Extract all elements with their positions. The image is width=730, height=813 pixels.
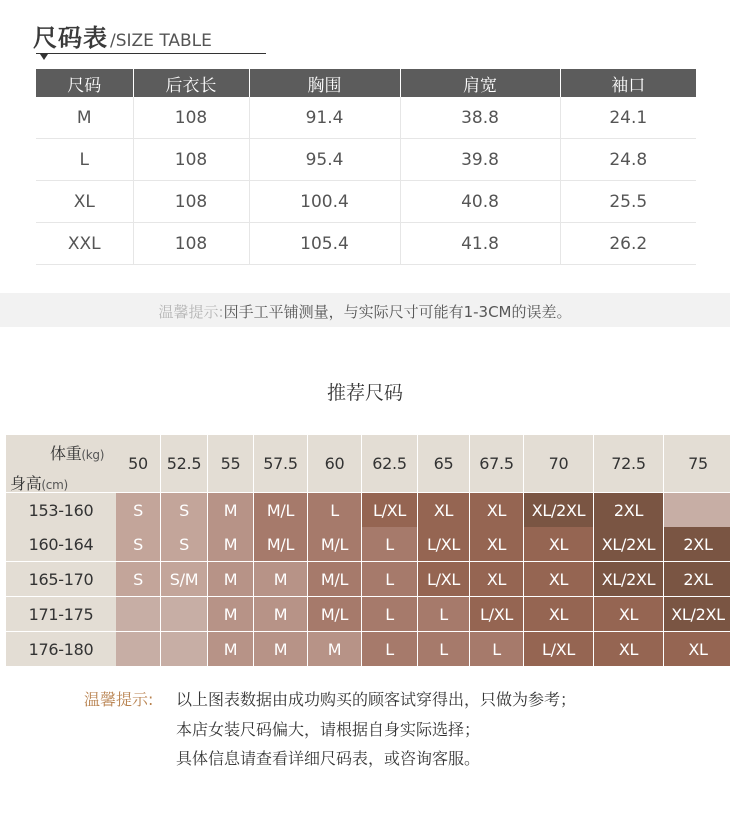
size-cell: XL xyxy=(524,527,593,561)
size-cell: M/L xyxy=(308,562,361,596)
height-header-cell: 160-164 xyxy=(6,527,116,561)
table-cell: 108 xyxy=(133,97,249,139)
table-cell: 38.8 xyxy=(400,97,560,139)
weight-label: 体重 xyxy=(50,444,82,463)
size-cell: M/L xyxy=(308,527,361,561)
size-cell: M xyxy=(254,632,307,666)
size-cell: M xyxy=(208,632,253,666)
size-cell: XL xyxy=(594,597,663,631)
table-cell: 41.8 xyxy=(400,223,560,265)
size-cell: M xyxy=(208,562,253,596)
table-row xyxy=(36,97,696,139)
size-cell: M xyxy=(208,493,253,527)
weight-header-cell: 55 xyxy=(208,435,253,492)
size-cell: 2XL xyxy=(594,493,663,527)
size-cell xyxy=(116,597,160,631)
weight-axis-label xyxy=(50,441,104,464)
table-cell: M xyxy=(36,97,133,139)
size-table-title xyxy=(33,18,212,53)
weight-header-cell: 70 xyxy=(524,435,593,492)
note-line: 本店女装尺码偏大，请根据自身实际选择； xyxy=(176,720,481,739)
size-cell: XL xyxy=(524,562,593,596)
size-cell: XL/2XL xyxy=(664,597,730,631)
header-shoulder: 肩宽 xyxy=(400,69,560,97)
height-header-cell: 153-160 xyxy=(6,493,116,527)
size-table-header-row xyxy=(36,69,696,97)
table-cell: XXL xyxy=(36,223,133,265)
height-axis-label xyxy=(10,471,68,492)
note-line: 以上图表数据由成功购买的顾客试穿得出，只做为参考； xyxy=(176,690,577,709)
size-cell: M xyxy=(254,562,307,596)
height-header-cell: 171-175 xyxy=(6,597,116,631)
title-underline xyxy=(36,53,266,54)
size-cell xyxy=(116,632,160,666)
size-cell: S xyxy=(116,562,160,596)
size-cell: L xyxy=(362,562,417,596)
measurement-tip xyxy=(0,301,730,322)
height-unit: (cm) xyxy=(41,478,68,492)
recommend-title: 推荐尺码 xyxy=(326,382,403,404)
size-cell: XL/2XL xyxy=(524,493,593,527)
size-cell: XL/2XL xyxy=(594,562,663,596)
size-cell: XL xyxy=(470,562,523,596)
table-cell: 24.1 xyxy=(560,97,696,139)
weight-header-cell: 72.5 xyxy=(594,435,663,492)
table-row xyxy=(36,181,696,223)
size-cell: L xyxy=(362,597,417,631)
size-table xyxy=(36,69,696,265)
size-cell: S xyxy=(161,493,207,527)
size-cell: XL xyxy=(664,632,730,666)
size-cell: S xyxy=(161,527,207,561)
weight-header-cell: 60 xyxy=(308,435,361,492)
table-cell: 108 xyxy=(133,223,249,265)
size-cell: S xyxy=(116,527,160,561)
size-cell: L/XL xyxy=(418,527,469,561)
weight-unit: (kg) xyxy=(81,448,105,462)
measurement-tip-label: 温馨提示: xyxy=(158,303,224,321)
size-cell: L/XL xyxy=(470,597,523,631)
size-cell: S/M xyxy=(161,562,207,596)
measurement-tip-text: 因手工平铺测量，与实际尺寸可能有1-3CM的误差。 xyxy=(223,303,572,321)
size-cell: M xyxy=(208,597,253,631)
height-header-cell: 165-170 xyxy=(6,562,116,596)
size-cell: XL xyxy=(418,493,469,527)
header-cuff: 袖口 xyxy=(560,69,696,97)
size-cell: XL xyxy=(594,632,663,666)
size-cell: S xyxy=(116,493,160,527)
table-cell: 95.4 xyxy=(249,139,400,181)
size-cell: 2XL xyxy=(664,562,730,596)
size-table-title-cn: 尺码表 xyxy=(33,24,108,52)
header-size: 尺码 xyxy=(36,69,133,97)
size-cell: L xyxy=(418,632,469,666)
size-cell: M xyxy=(254,597,307,631)
measurement-tip-bar xyxy=(0,293,730,327)
size-cell: M/L xyxy=(308,597,361,631)
table-cell: L xyxy=(36,139,133,181)
table-cell: 39.8 xyxy=(400,139,560,181)
table-row xyxy=(36,139,696,181)
size-cell: M/L xyxy=(254,527,307,561)
weight-header-cell: 50 xyxy=(116,435,160,492)
height-label: 身高 xyxy=(10,474,42,492)
weight-header-cell: 62.5 xyxy=(362,435,417,492)
notes-label: 温馨提示: xyxy=(84,690,154,709)
size-cell: L xyxy=(308,493,361,527)
size-cell: L xyxy=(362,527,417,561)
weight-header-cell: 57.5 xyxy=(254,435,307,492)
size-cell: XL xyxy=(470,527,523,561)
weight-header-cell: 52.5 xyxy=(161,435,207,492)
size-cell: L xyxy=(362,632,417,666)
header-back-length: 后衣长 xyxy=(133,69,249,97)
table-cell: 100.4 xyxy=(249,181,400,223)
note-line: 具体信息请查看详细尺码表，或咨询客服。 xyxy=(176,749,481,768)
grid-corner-cell xyxy=(6,435,116,492)
table-cell: 25.5 xyxy=(560,181,696,223)
size-table-title-en: /SIZE TABLE xyxy=(110,31,212,51)
size-cell: 2XL xyxy=(664,527,730,561)
size-cell: L xyxy=(470,632,523,666)
table-cell: 108 xyxy=(133,181,249,223)
size-cell: XL xyxy=(470,493,523,527)
weight-header-cell: 75 xyxy=(664,435,730,492)
table-cell: 108 xyxy=(133,139,249,181)
height-header-cell: 176-180 xyxy=(6,632,116,666)
table-row xyxy=(36,223,696,265)
size-cell: M xyxy=(308,632,361,666)
size-cell: XL/2XL xyxy=(594,527,663,561)
header-bust: 胸围 xyxy=(249,69,400,97)
size-cell xyxy=(161,597,207,631)
size-cell: M xyxy=(208,527,253,561)
size-cell: XL xyxy=(524,597,593,631)
weight-header-cell: 65 xyxy=(418,435,469,492)
size-cell: L/XL xyxy=(524,632,593,666)
size-cell xyxy=(161,632,207,666)
size-cell: M/L xyxy=(254,493,307,527)
table-cell: 24.8 xyxy=(560,139,696,181)
title-pointer-icon xyxy=(40,54,48,60)
size-cell: L/XL xyxy=(362,493,417,527)
table-cell: 26.2 xyxy=(560,223,696,265)
table-cell: XL xyxy=(36,181,133,223)
table-cell: 105.4 xyxy=(249,223,400,265)
table-cell: 40.8 xyxy=(400,181,560,223)
size-cell: L xyxy=(418,597,469,631)
table-cell: 91.4 xyxy=(249,97,400,139)
size-cell: L/XL xyxy=(418,562,469,596)
size-cell xyxy=(664,493,730,527)
weight-header-cell: 67.5 xyxy=(470,435,523,492)
